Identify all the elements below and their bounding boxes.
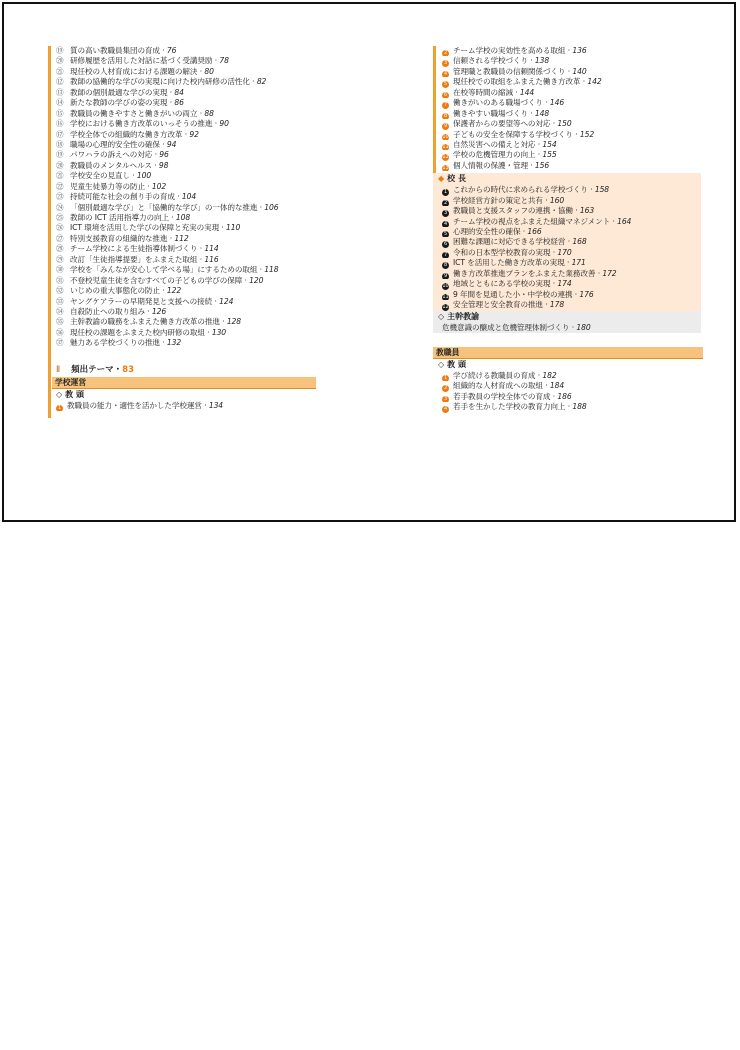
numbered-bullet-icon: 6 [443, 91, 448, 98]
item-page: 158 [594, 185, 610, 195]
list-item[interactable]: ⑳ 教職員のメンタルヘルス · 98 [56, 160, 169, 170]
item-text: 教職員の働きやすさと働きがいの両立 [70, 108, 198, 118]
item-number: ㉔ [56, 202, 64, 212]
item-page: 112 [174, 233, 189, 243]
item-page: 182 [542, 370, 557, 380]
item-number: ㉗ [56, 233, 64, 243]
section-roman-numeral: Ⅱ [56, 364, 61, 375]
item-text: チーム学校による生徒指導体制づくり [70, 244, 198, 254]
item-page: 156 [534, 160, 550, 170]
item-text: 教師の協働的な学びの実現に向けた校内研修の活性化 [70, 77, 250, 87]
list-item[interactable]: 8 働きやすい職場づくり · 148 [443, 108, 550, 119]
item-text: 困難な課題に対応できる学校経営 [453, 237, 566, 247]
item-text: 学校安全の見直し [70, 171, 130, 181]
item-page: 134 [208, 400, 224, 410]
list-item[interactable]: ⑯ 学校における働き方改革のいっそうの推進 · 90 [56, 119, 229, 129]
toc-list-principal [433, 185, 701, 310]
item-page: 188 [572, 402, 587, 412]
item-text: 自殺防止への取り組み [70, 306, 145, 316]
item-text: 研修履歴を活用した対話に基づく受講奨励 [70, 56, 213, 66]
subheading-vice-principal-staff [433, 359, 701, 371]
item-text: ICT 環境を活用した学びの保障と充実の実現 [70, 223, 220, 233]
numbered-bullet-icon: 9 [443, 123, 448, 130]
item-page: 92 [189, 129, 199, 139]
item-text: 働き方改革推進プランをふまえた業務改善 [453, 268, 596, 278]
item-page: 154 [542, 139, 557, 149]
item-text: 在校等時間の縮減 [453, 87, 513, 97]
list-item[interactable]: ㉙ 改訂「生徒指導提要」をふまえた取組 · 116 [56, 254, 219, 264]
item-text: 学校における働き方改革のいっそうの推進 [70, 119, 213, 129]
diamond-filled-icon: ◆ [438, 174, 445, 184]
list-item[interactable]: 2 チーム学校の実効性を高める取組 · 136 [443, 46, 587, 56]
item-number: ㉛ [56, 275, 64, 285]
list-item[interactable]: 3 若手教員の学校全体での育成 · 186 [443, 391, 572, 402]
list-item[interactable]: ㊲ 魅力ある学校づくりの推進 · 132 [56, 338, 182, 348]
item-text: 学校の危機管理力の向上 [453, 150, 536, 160]
item-text: 現任校での取組をふまえた働き方改革 [453, 77, 581, 87]
numbered-bullet-icon: 8 [443, 112, 448, 119]
item-text: 令和の日本型学校教育の実現 [453, 247, 551, 257]
item-text: 魅力ある学校づくりの推進 [70, 338, 160, 348]
numbered-bullet-icon: 11 [442, 293, 449, 300]
subheading-label: 教 頭 [447, 359, 466, 369]
item-text: 安全管理と安全教育の推進 [453, 300, 543, 310]
item-page: 160 [549, 195, 565, 205]
numbered-bullet-icon: 1 [443, 189, 448, 196]
item-number: ㉚ [56, 265, 64, 275]
item-page: 122 [166, 286, 182, 296]
item-page: 168 [572, 237, 587, 247]
item-number: ㉟ [56, 317, 64, 327]
item-text: 教職員の能力・適性を活かした学校運営 [67, 400, 202, 410]
item-page: 184 [549, 381, 565, 391]
item-text: 不登校児童生徒を含むすべての子どもの学びの保障 [70, 275, 243, 285]
numbered-bullet-icon: 8 [443, 262, 448, 269]
list-item[interactable]: 4 管理職と教職員の信頼関係づくり · 140 [443, 66, 587, 77]
left-column [56, 46, 326, 411]
item-text: 現任校の課題をふまえた校内研修の取組 [70, 327, 205, 337]
item-page: 90 [219, 119, 229, 129]
list-item[interactable]: ㉒ 児童生徒暴力等の防止 · 102 [56, 181, 167, 191]
item-number: ㉞ [56, 306, 64, 316]
numbered-bullet-icon: 4 [443, 220, 448, 227]
item-number: ⑳ [56, 56, 64, 66]
item-text: 改訂「生徒指導提要」をふまえた取組 [70, 254, 198, 264]
list-item[interactable]: ㉖ ICT 環境を活用した学びの保障と充実の実現 · 110 [56, 223, 241, 233]
category-label: 教職員 [436, 347, 460, 357]
item-text: 教師の個別最適な学びの実現 [70, 87, 168, 97]
list-item[interactable]: 1 これからの時代に求められる学校づくり · 158 [443, 185, 610, 196]
list-item[interactable]: 6 在校等時間の縮減 · 144 [443, 87, 535, 98]
item-text: 学校を「みんなが安心して学べる場」にするための取組 [70, 265, 258, 275]
item-page: 82 [256, 77, 267, 87]
list-item[interactable]: 2 組織的な人材育成への取組 · 184 [443, 381, 565, 392]
list-item[interactable]: ⑱ 職場の心理的安全性の確保 · 94 [56, 139, 177, 149]
item-page: 186 [557, 391, 572, 401]
item-page: 163 [579, 206, 595, 216]
subheading-vice-principal [56, 389, 326, 401]
list-item[interactable]: ㉘ チーム学校による生徒指導体制づくり · 114 [56, 244, 219, 254]
numbered-bullet-icon: 1 [57, 404, 62, 411]
item-page: 120 [249, 275, 264, 285]
item-page: 106 [264, 202, 279, 212]
list-item[interactable]: ⑮ 教職員の働きやすさと働きがいの両立 · 88 [56, 108, 214, 118]
item-text: 職場の心理的安全性の確保 [70, 139, 160, 149]
numbered-bullet-icon: 3 [443, 395, 448, 402]
toc-list-right-top [433, 46, 701, 171]
item-number: ⑲ [56, 150, 64, 160]
list-item[interactable]: ㉗ 特別支援教育の組織的な推進 · 112 [56, 233, 189, 243]
item-text: 学校全体での組織的な働き方改革 [70, 129, 183, 139]
item-text: 新たな教師の学びの姿の実現 [70, 98, 168, 108]
list-item[interactable]: 10 子どもの安全を保障する学校づくり · 152 [442, 129, 595, 140]
item-page: 180 [576, 322, 591, 332]
chief-block [433, 311, 701, 333]
item-text: 主幹教諭の職務をふまえた働き方改革の推進 [70, 317, 220, 327]
list-item[interactable]: 危機意識の醸成と危機管理体制づくり · 180 [442, 322, 591, 332]
item-page: 170 [557, 247, 572, 257]
item-page: 78 [219, 56, 229, 66]
item-text: 質の高い教職員集団の育成 [70, 46, 160, 55]
subheading-principal [433, 173, 701, 185]
item-text: 「個別最適な学び」と「協働的な学び」の一体的な推進 [70, 202, 258, 212]
list-item[interactable]: ⑲ 質の高い教職員集団の育成 · 76 [56, 46, 177, 55]
item-page: 140 [572, 66, 587, 76]
list-item[interactable]: 5 心理的安全性の確保 · 166 [443, 227, 542, 237]
numbered-bullet-icon: 4 [443, 406, 448, 413]
principal-block [433, 173, 701, 310]
item-text: 管理職と教職員の信頼関係づくり [453, 66, 566, 76]
list-item[interactable]: 3 信頼される学校づくり · 138 [443, 56, 550, 67]
item-page: 164 [617, 216, 632, 226]
numbered-bullet-icon: 5 [443, 231, 448, 237]
list-item[interactable]: ⑳ 研修履歴を活用した対話に基づく受講奨励 · 78 [56, 56, 229, 66]
item-page: 116 [204, 254, 219, 264]
item-text: いじめの重大事態化の防止 [70, 286, 160, 296]
item-text: 自然災害への備えと対応 [453, 139, 536, 149]
item-page: 130 [211, 327, 227, 337]
list-item[interactable]: 12 安全管理と安全教育の推進 · 178 [442, 300, 565, 311]
item-text: 地域とともにある学校の実現 [453, 279, 551, 289]
item-page: 84 [174, 87, 184, 97]
item-text: 個人情報の保護・管理 [453, 160, 528, 170]
item-page: 98 [158, 160, 169, 170]
list-item[interactable]: 7 令和の日本型学校教育の実現 · 170 [443, 247, 572, 258]
numbered-bullet-icon: 9 [443, 272, 448, 279]
left-accent-bar [48, 46, 51, 418]
item-page: 136 [572, 46, 587, 55]
item-number: ㊱ [56, 327, 64, 337]
list-item[interactable]: ⑰ 学校全体での組織的な働き方改革 · 92 [56, 129, 199, 139]
item-page: 108 [175, 213, 191, 222]
item-page: 118 [264, 265, 279, 275]
numbered-bullet-icon: 5 [443, 81, 448, 88]
numbered-bullet-icon: 2 [443, 50, 448, 56]
diamond-outline-icon: ◇ [56, 389, 63, 399]
item-text: ICT を活用した働き方改革の実現 [453, 258, 565, 268]
numbered-bullet-icon: 6 [443, 241, 448, 248]
numbered-bullet-icon: 1 [443, 374, 448, 381]
list-item[interactable]: 7 働きがいのある職場づくり · 146 [443, 98, 565, 109]
list-item[interactable]: 9 働き方改革推進プランをふまえた業務改善 · 172 [443, 268, 617, 279]
item-text: 教師の ICT 活用指導力の向上 [70, 213, 169, 222]
item-page: 172 [602, 268, 617, 278]
item-page: 126 [151, 306, 167, 316]
list-item[interactable]: 11 自然災害への備えと対応 · 154 [442, 139, 557, 150]
item-page: 110 [226, 223, 241, 233]
item-page: 148 [534, 108, 550, 118]
item-number: ⑲ [56, 46, 64, 55]
item-page: 138 [534, 56, 550, 66]
category-bar-school-management [52, 377, 316, 389]
item-page: 104 [181, 192, 197, 202]
list-item[interactable]: 4 若手を生かした学校の教育力向上 · 188 [443, 402, 587, 413]
item-number: ㉜ [56, 286, 64, 296]
item-number: ㉑ [56, 66, 64, 76]
item-text: これからの時代に求められる学校づくり [453, 185, 588, 195]
list-item[interactable]: 6 困難な課題に対応できる学校経営 · 168 [443, 237, 587, 248]
list-item[interactable]: ㉞ 自殺防止への取り組み · 126 [56, 306, 167, 316]
item-number: ⑰ [56, 129, 64, 139]
numbered-bullet-icon: 3 [443, 60, 448, 67]
item-number: ⑫ [56, 77, 64, 87]
item-text: 子どもの安全を保障する学校づくり [453, 129, 573, 139]
numbered-bullet-icon: 7 [443, 102, 448, 109]
toc-list-left [56, 46, 326, 349]
list-item[interactable]: 8 ICT を活用した働き方改革の実現 · 171 [443, 258, 586, 269]
item-text: 危機意識の醸成と危機管理体制づくり [442, 322, 570, 332]
list-item[interactable]: ㉟ 主幹教諭の職務をふまえた働き方改革の推進 · 128 [56, 317, 242, 327]
item-number: ⑭ [56, 98, 64, 108]
item-number: ⑬ [56, 87, 64, 97]
item-number: ㉕ [56, 213, 64, 222]
item-text: 教職員のメンタルヘルス [70, 160, 152, 170]
subheading-chief-teacher [433, 311, 701, 323]
item-number: ㉝ [56, 296, 64, 306]
list-item[interactable]: ㊱ 現任校の課題をふまえた校内研修の取組 · 130 [56, 327, 227, 337]
item-number: ⑱ [56, 139, 64, 149]
item-number: ⑳ [56, 160, 64, 170]
item-text: チーム学校の実効性を高める取組 [453, 46, 566, 55]
numbered-bullet-icon: 3 [443, 210, 448, 217]
category-bar-staff [433, 347, 703, 359]
chief-heading: 主幹教諭 [447, 311, 480, 321]
item-page: 94 [166, 139, 177, 149]
item-text: チーム学校の視点をふまえた組織マネジメント [453, 216, 611, 226]
item-page: 166 [527, 227, 542, 236]
item-text: 若手を生かした学校の教育力向上 [453, 402, 566, 412]
numbered-bullet-icon: 10 [442, 283, 449, 290]
list-item[interactable]: ㉔ 「個別最適な学び」と「協働的な学び」の一体的な推進 · 106 [56, 202, 279, 212]
numbered-bullet-icon: 2 [443, 199, 448, 206]
item-text: 特別支援教育の組織的な推進 [70, 233, 168, 243]
list-item[interactable]: 11 9 年間を見通した小・中学校の連携 · 176 [442, 289, 594, 300]
item-text: 児童生徒暴力等の防止 [70, 181, 145, 191]
list-item[interactable]: 1 教職員の能力・適性を活かした学校運営 · 134 [57, 400, 224, 411]
list-item[interactable]: 1 学び続ける教職員の育成 · 182 [443, 370, 557, 381]
item-page: 102 [151, 181, 167, 191]
item-page: 142 [587, 77, 602, 87]
item-page: 152 [579, 129, 595, 139]
item-number: ㉙ [56, 254, 64, 264]
item-text: 持続可能な社会の創り手の育成 [70, 192, 175, 202]
item-text: 若手教員の学校全体での育成 [453, 391, 551, 401]
item-page: 146 [549, 98, 565, 108]
section-heading-2 [56, 363, 326, 375]
item-text: パワハラの訴えへの対応 [70, 150, 153, 160]
list-item[interactable]: ⑫ 教師の協働的な学びの実現に向けた校内研修の活性化 · 82 [56, 77, 267, 87]
list-item[interactable]: 5 現任校での取組をふまえた働き方改革 · 142 [443, 77, 602, 88]
list-item[interactable]: 2 学校経営方針の策定と共有 · 160 [443, 195, 565, 206]
item-number: ㉖ [56, 223, 64, 233]
diamond-outline-icon: ◇ [438, 359, 445, 369]
item-page: 128 [226, 317, 242, 327]
right-column [433, 46, 701, 413]
list-item[interactable]: ㉜ いじめの重大事態化の防止 · 122 [56, 286, 182, 296]
item-text: ヤングケアラーの早期発見と支援への接続 [70, 296, 213, 306]
item-page: 176 [579, 289, 594, 299]
subheading-label: 教 頭 [65, 389, 84, 399]
section-title: 頻出テーマ・ [71, 364, 123, 375]
item-page: 86 [174, 98, 184, 108]
numbered-bullet-icon: 13 [442, 164, 449, 171]
category-label: 学校運営 [55, 377, 87, 387]
item-text: 学校経営方針の策定と共有 [453, 195, 543, 205]
list-item[interactable]: ㉚ 学校を「みんなが安心して学べる場」にするための取組 · 118 [56, 265, 279, 275]
numbered-bullet-icon: 12 [442, 304, 449, 311]
item-text: 学び続ける教職員の育成 [453, 370, 536, 380]
list-item[interactable]: ㉕ 教師の ICT 活用指導力の向上 · 108 [56, 213, 191, 222]
diamond-outline-icon: ◇ [438, 311, 445, 321]
list-item[interactable]: ㉑ 現任校の人材育成における課題の解決 · 80 [56, 66, 214, 76]
item-number: ㉘ [56, 244, 64, 254]
principal-heading: 校 長 [447, 174, 466, 184]
item-text: 保護者からの要望等への対応 [453, 119, 551, 129]
numbered-bullet-icon: 4 [443, 70, 448, 77]
numbered-bullet-icon: 7 [443, 251, 448, 258]
numbered-bullet-icon: 2 [443, 385, 448, 392]
item-page: 88 [204, 108, 214, 118]
list-item[interactable]: ㉓ 持続可能な社会の創り手の育成 · 104 [56, 192, 197, 202]
list-item[interactable]: ⑭ 新たな教師の学びの姿の実現 · 86 [56, 98, 184, 108]
list-item[interactable]: 3 教職員と支援スタッフの連携・協働 · 163 [443, 206, 595, 217]
item-page: 155 [542, 150, 557, 160]
list-item[interactable]: 10 地域とともにある学校の実現 · 174 [442, 279, 572, 290]
item-page: 76 [166, 46, 177, 55]
list-item[interactable]: 9 保護者からの要望等への対応 · 150 [443, 119, 572, 130]
item-page: 96 [159, 150, 169, 160]
item-text: 心理的安全性の確保 [453, 227, 521, 236]
item-text: 働きがいのある職場づくり [453, 98, 543, 108]
item-page: 171 [571, 258, 586, 268]
list-item[interactable]: ⑬ 教師の個別最適な学びの実現 · 84 [56, 87, 184, 97]
item-number: ㉓ [56, 192, 64, 202]
item-number: ⑯ [56, 119, 64, 129]
numbered-bullet-icon: 12 [442, 154, 449, 161]
list-item[interactable]: ㉛ 不登校児童生徒を含むすべての子どもの学びの保障 · 120 [56, 275, 264, 285]
item-page: 100 [136, 171, 152, 181]
item-number: ⑮ [56, 108, 64, 118]
item-page: 132 [166, 338, 182, 348]
toc-list-section2 [56, 401, 326, 411]
item-page: 178 [549, 300, 565, 310]
item-page: 80 [204, 66, 214, 76]
item-number: ㉒ [56, 181, 64, 191]
section-count: 83 [122, 364, 135, 375]
list-item[interactable]: 13 個人情報の保護・管理 · 156 [442, 160, 550, 171]
item-text: 9 年間を見通した小・中学校の連携 [453, 289, 573, 299]
list-item[interactable]: 4 チーム学校の視点をふまえた組織マネジメント · 164 [443, 216, 632, 227]
item-text: 働きやすい職場づくり [453, 108, 528, 118]
item-page: 124 [219, 296, 234, 306]
list-item[interactable]: ⑲ パワハラの訴えへの対応 · 96 [56, 150, 169, 160]
item-text: 現任校の人材育成における課題の解決 [70, 66, 198, 76]
item-text: 教職員と支援スタッフの連携・協働 [453, 206, 573, 216]
list-item[interactable]: ㉝ ヤングケアラーの早期発見と支援への接続 · 124 [56, 296, 234, 306]
list-item[interactable]: ㉑ 学校安全の見直し · 100 [56, 171, 152, 181]
item-text: 信頼される学校づくり [453, 56, 528, 66]
item-number: ㊲ [56, 338, 64, 348]
numbered-bullet-icon: 11 [442, 143, 449, 150]
numbered-bullet-icon: 10 [442, 133, 449, 140]
item-page: 174 [557, 279, 572, 289]
item-text: 組織的な人材育成への取組 [453, 381, 543, 391]
item-page: 150 [557, 119, 572, 129]
item-page: 144 [519, 87, 535, 97]
item-page: 114 [204, 244, 219, 254]
toc-list-staff [433, 371, 701, 413]
list-item[interactable]: 12 学校の危機管理力の向上 · 155 [442, 150, 557, 161]
item-number: ㉑ [56, 171, 64, 181]
